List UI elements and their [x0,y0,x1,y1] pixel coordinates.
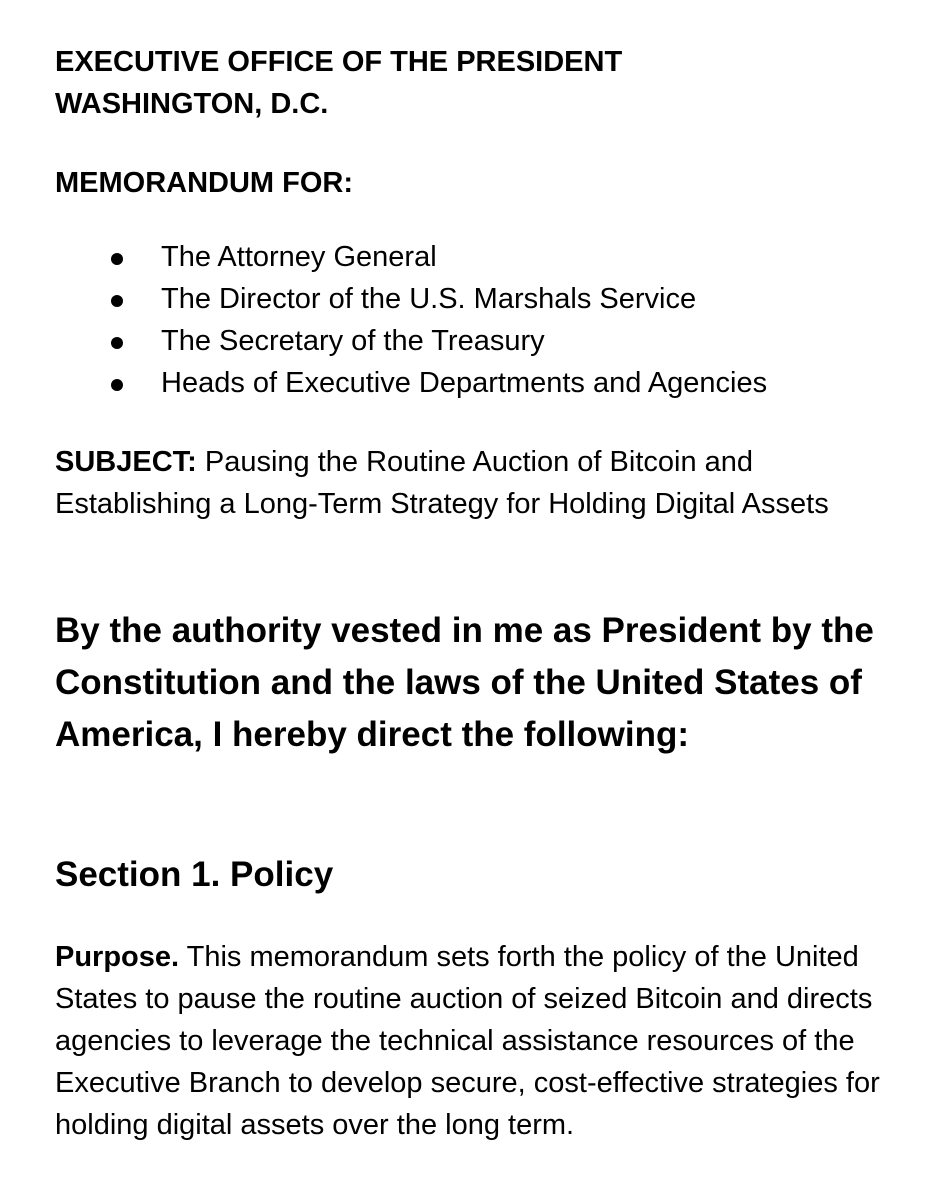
purpose-paragraph [55,936,895,1146]
section-1-heading: Section 1. Policy [55,855,334,894]
subject-paragraph [55,441,875,525]
bullet-icon [111,337,123,349]
purpose-text: This memorandum sets forth the policy of the United States to pause the routine auction of seized Bitcoin and directs agencies to leverage the technical assistance resources of the Executive Branch to develop secure, cost-effective strategies for holding digital assets over the long term. [55,941,880,1141]
purpose-label: Purpose. [55,941,180,973]
recipient-text: Heads of Executive Departments and Agencies [161,367,768,399]
recipient-text: The Director of the U.S. Marshals Service [161,283,697,315]
bullet-icon [111,379,123,391]
office-heading: EXECUTIVE OFFICE OF THE PRESIDENT [55,46,623,78]
subject-label: SUBJECT: [55,446,197,478]
bullet-icon [111,295,123,307]
memorandum-for-label: MEMORANDUM FOR: [55,167,354,199]
authority-statement: By the authority vested in me as President by the Constitution and the laws of the United States of America, I hereby direct the following: [55,611,874,754]
recipient-text: The Secretary of the Treasury [161,325,545,357]
city-heading: WASHINGTON, D.C. [55,88,329,120]
bullet-icon [111,253,123,265]
recipient-text: The Attorney General [161,241,437,273]
subject-text: Pausing the Routine Auction of Bitcoin and Establishing a Long-Term Strategy for Holding Digital Assets [55,446,829,520]
